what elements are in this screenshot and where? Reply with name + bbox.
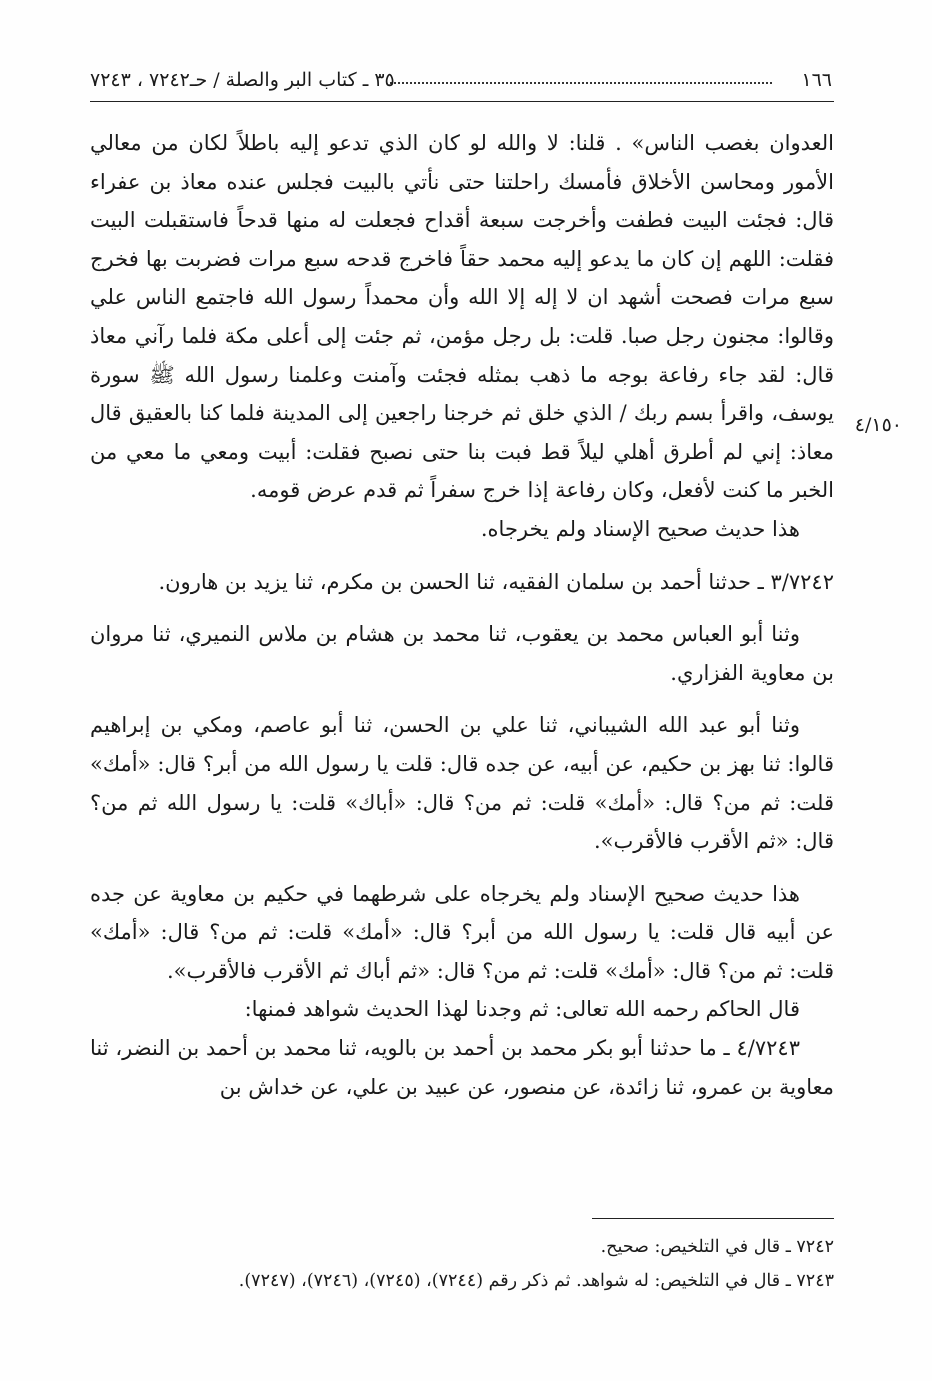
paragraph-chain-2: وثنا أبو العباس محمد بن يعقوب، ثنا محمد بن هشام بن ملاس النميري، ثنا مروان بن معاوية الفزاري. [90,622,834,685]
running-title: ٣٥ ـ كتاب البر والصلة / حـ٧٢٤٢ ، ٧٢٤٣ [90,69,395,91]
main-text [90,124,902,1106]
paragraph-hakim-note: قال الحاكم رحمه الله تعالى: ثم وجدنا لهذا الحديث شواهد فمنها: [244,997,800,1022]
paragraph-hadith-7242: ٣/٧٢٤٢ ـ حدثنا أحمد بن سلمان الفقيه، ثنا الحسن بن مكرم، ثنا يزيد بن هارون. [158,569,834,594]
header-leader-dots [390,82,772,84]
paragraph-grading: هذا حديث صحيح الإسناد ولم يخرجاه. [480,516,800,541]
paragraph-grading-2: هذا حديث صحيح الإسناد ولم يخرجاه على شرطهما في حكيم بن معاوية عن جده عن أبيه قال قلت: يا رسول الله من أبر؟ قال: «أمك» قلت: ثم من؟ قال: «أمك» قلت: ثم من؟ قال: «أمك» قلت: ثم من؟ قال: «ثم أباك ثم الأقرب فالأقرب». [90,881,834,983]
page-number: ١٦٦ [801,69,832,91]
footnote-7242: ٧٢٤٢ ـ قال في التلخيص: صحيح. [600,1237,834,1257]
footnote-rule [592,1218,834,1219]
paragraph-story: العدوان بغصب الناس» . قلنا: لا والله لو كان الذي تدعو إليه باطلاً لكان من معالي الأمور ومحاسن الأخلاق فأمسك راحلتنا حتى نأتي بالبيت فجلس عنده معاذ بن عفراء قال: فجئت البيت فطفت وأخرجت سبعة أقداح فجعلت له منها قدحاً فاستقبلت البيت فقلت: اللهم إن كان ما يدعو إليه محمد حقاً فاخرج قدحه سبع مرات فضربت بها فخرج سبع مرات فصحت أشهد ان لا إله إلا الله وأن محمداً رسول الله فاجتمع الناس علي وقالوا: مجنون رجل صبا. قلت: بل رجل مؤمن، ثم جئت إلى أعلى مكة فلما رآني معاذ قال: لقد جاء رفاعة بوجه ما ذهب بمثله فجئت وآمنت وعلمنا رسول الله ﷺ سورة يوسف، واقرأ بسم ربك / الذي خلق ثم خرجنا راجعين إلى المدينة فلما كنا بالعقيق قال معاذ: إني لم أطرق أهلي ليلاً قط فبت بنا حتى نصبح فقلت: أبيت ومعي ما معي من الخبر ما كنت لأفعل، وكان رفاعة إذا خرج سفراً ثم قدم عرض قومه. [90,131,834,503]
header-rule [90,101,834,102]
paragraph-chain-3: وثنا أبو عبد الله الشيباني، ثنا علي بن الحسن، ثنا أبو عاصم، ومكي بن إبراهيم قالوا: ثنا بهز بن حكيم، عن أبيه، عن جده قال: قلت يا رسول الله من أبر؟ قال: «أمك» قلت: ثم من؟ قال: «أمك» قلت: ثم من؟ قال: «أباك» قلت: يا رسول الله ثم من؟ قال: «ثم الأقرب فالأقرب». [90,713,834,854]
page-header [90,62,832,98]
footnote-7243: ٧٢٤٣ ـ قال في التلخيص: له شواهد. ثم ذكر رقم (٧٢٤٤)، (٧٢٤٥)، (٧٢٤٦)، (٧٢٤٧). [238,1271,834,1291]
paragraph-hadith-7243: ٤/٧٢٤٣ ـ ما حدثنا أبو بكر محمد بن أحمد بن بالويه، ثنا محمد بن أحمد بن النضر، ثنا معاوية بن عمرو، ثنا زائدة، عن منصور، عن عبيد بن علي، عن خداش بن [90,1036,834,1099]
footnotes [90,1230,834,1298]
margin-page-note: ٤/١٥٠ [854,414,902,436]
